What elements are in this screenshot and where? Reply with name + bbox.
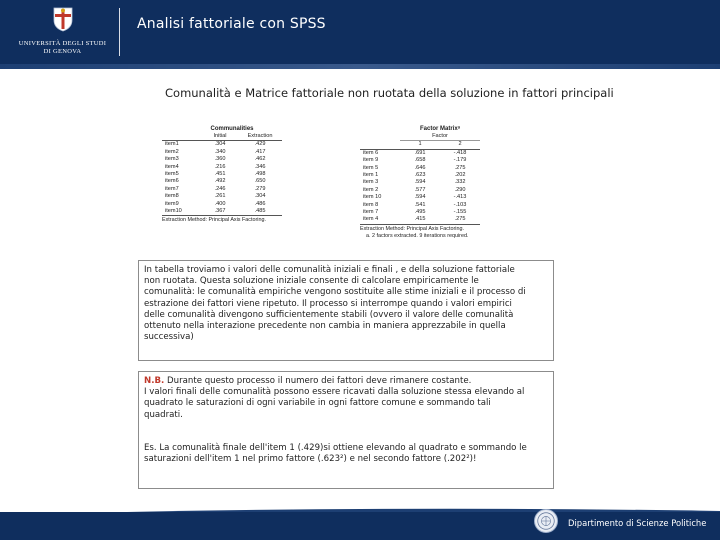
nb-label: N.B. <box>144 376 165 386</box>
table-row <box>162 193 282 200</box>
row-label: item7 <box>165 185 179 192</box>
table-row <box>162 178 282 185</box>
cell-factor-2: .202 <box>454 172 466 179</box>
table-row <box>360 216 480 224</box>
row-label: item 5 <box>363 164 379 171</box>
explanation-line: comunalità: le comunalità empiriche vengono sostituite alle stime iniziali e il processo di <box>144 287 526 298</box>
row-label: item 6 <box>363 149 379 156</box>
communalities-caption: Communalities <box>210 126 254 132</box>
factor-matrix-note1: Extraction Method: Principal Axis Factoring. <box>360 225 464 232</box>
cell-factor-1: .594 <box>414 179 426 186</box>
header-factor-group: Factor <box>400 133 480 141</box>
example-line: Es. La comunalità finale dell'item 1 (.429)si ottiene elevando al quadrato e sommando le <box>144 442 527 453</box>
cell-extraction: .429 <box>254 141 266 148</box>
cell-extraction: .498 <box>254 171 266 178</box>
cell-factor-2: -.179 <box>453 157 467 164</box>
row-label: item 8 <box>363 201 379 208</box>
cell-initial: .340 <box>214 148 226 155</box>
header-blank <box>360 141 400 149</box>
table-row <box>162 141 282 149</box>
note-first-line <box>144 376 548 387</box>
table-row <box>162 201 282 208</box>
explanation-line: non ruotata. Questa soluzione iniziale consente di calcolare empiricamente le <box>144 276 479 287</box>
crest-icon <box>52 6 74 32</box>
explanation-line: In tabella troviamo i valori delle comunalità iniziali e finali , e della soluzione fattoriale <box>144 265 515 275</box>
header-initial: Initial <box>202 133 238 141</box>
table-row <box>360 209 480 216</box>
cell-factor-1: .646 <box>414 164 426 171</box>
note-line: quadrati. <box>144 409 183 420</box>
cell-factor-2: -.103 <box>453 201 467 208</box>
factor-matrix-table <box>360 126 520 239</box>
cell-initial: .360 <box>214 156 226 163</box>
cell-factor-1: .658 <box>414 157 426 164</box>
cell-extraction: .650 <box>254 178 266 185</box>
header-factor-2: 2 <box>440 141 480 149</box>
cell-factor-2: .275 <box>454 164 466 171</box>
table-row <box>360 179 480 186</box>
table-row <box>360 165 480 172</box>
cell-extraction: .462 <box>254 156 266 163</box>
seal-icon <box>534 509 558 533</box>
example-line: saturazioni dell'item 1 nel primo fattore (.623²) e nel secondo fattore (.202²)! <box>144 454 477 465</box>
cell-factor-1: .594 <box>414 194 426 201</box>
row-label: item 9 <box>363 157 379 164</box>
table-row <box>360 149 480 157</box>
cell-factor-2: .275 <box>440 216 480 224</box>
cell-extraction: .417 <box>254 148 266 155</box>
cell-extraction: .346 <box>254 163 266 170</box>
explanation-line: ottenuto nella interazione precedente non cambia in maniera apprezzabile in quella <box>144 321 506 332</box>
university-name-line2: DI GENOVA <box>43 48 82 55</box>
cell-factor-1: .623 <box>414 172 426 179</box>
cell-initial: .261 <box>214 193 226 200</box>
header-factor-1: 1 <box>400 141 440 149</box>
cell-initial: .492 <box>214 178 226 185</box>
table-row <box>162 164 282 171</box>
cell-factor-1: .541 <box>414 201 426 208</box>
row-label: item4 <box>165 163 179 170</box>
table-row <box>162 171 282 178</box>
cell-factor-2: -.155 <box>453 209 467 216</box>
row-label: item2 <box>165 148 179 155</box>
factor-matrix-caption: Factor Matrixᵃ <box>420 126 460 132</box>
explanation-box <box>138 260 554 361</box>
header-blank <box>162 133 202 141</box>
cell-factor-1: .691 <box>414 149 426 156</box>
explanation-line: estrazione dei fattori viene ripetuto. Il processo si interrompe quando i valori empirici <box>144 298 512 309</box>
cell-factor-2: .290 <box>454 186 466 193</box>
explanation-line: successiva) <box>144 332 194 343</box>
communalities-table <box>162 126 302 223</box>
row-label: item 3 <box>363 179 379 186</box>
cell-initial: .451 <box>214 171 226 178</box>
note-box <box>138 371 554 489</box>
table-row <box>162 156 282 163</box>
row-label: item1 <box>165 141 179 148</box>
cell-initial: .216 <box>214 163 226 170</box>
row-label: item9 <box>165 200 179 207</box>
table-row <box>162 208 282 216</box>
table-row <box>360 157 480 164</box>
university-logo <box>10 6 115 60</box>
header-stripe <box>0 64 720 69</box>
row-label: item 2 <box>363 186 379 193</box>
row-label: item6 <box>165 178 179 185</box>
row-label: item8 <box>165 193 179 200</box>
note-line1-text: Durante questo processo il numero dei fattori deve rimanere costante. <box>164 376 472 386</box>
table-row <box>360 172 480 179</box>
spacer <box>144 432 548 443</box>
cell-extraction: .486 <box>254 200 266 207</box>
cell-factor-1: .415 <box>400 216 440 224</box>
header-divider <box>119 8 120 56</box>
university-name-line1: UNIVERSITÀ DEGLI STUDI <box>18 40 107 47</box>
table-row <box>360 202 480 209</box>
cell-factor-1: .577 <box>414 186 426 193</box>
row-label: item 7 <box>363 209 379 216</box>
table-row <box>360 187 480 194</box>
cell-extraction: .279 <box>254 185 266 192</box>
cell-factor-1: .495 <box>414 209 426 216</box>
header-title: Analisi fattoriale con SPSS <box>137 16 326 32</box>
table-row <box>162 149 282 156</box>
cell-extraction: .485 <box>238 208 282 216</box>
cell-extraction: .304 <box>254 193 266 200</box>
cell-initial: .246 <box>214 185 226 192</box>
cell-initial: .400 <box>214 200 226 207</box>
communalities-note: Extraction Method: Principal Axis Factoring. <box>162 217 266 224</box>
spacer <box>144 421 548 432</box>
footer-department: Dipartimento di Scienze Politiche <box>568 518 707 528</box>
row-label: item 10 <box>363 194 382 201</box>
cell-initial: .367 <box>202 208 238 216</box>
row-label: item10 <box>162 208 202 216</box>
row-label: item3 <box>165 156 179 163</box>
row-label: item5 <box>165 171 179 178</box>
header-extraction: Extraction <box>238 133 282 141</box>
row-label: item 4 <box>360 216 400 224</box>
header-blank <box>360 133 400 141</box>
note-line: quadrato le saturazioni di ogni variabile in ogni fattore comune e sommando tali <box>144 398 491 409</box>
note-line: I valori finali delle comunalità possono essere ricavati dalla soluzione stessa elevando al <box>144 387 525 398</box>
cell-factor-2: .332 <box>454 179 466 186</box>
row-label: item 1 <box>363 172 379 179</box>
explanation-line: delle comunalità divengono sufficientemente stabili (ovvero il valore delle comunalità <box>144 309 514 320</box>
table-row <box>360 194 480 201</box>
cell-initial: .304 <box>214 141 226 148</box>
cell-factor-2: -.418 <box>453 149 467 156</box>
cell-factor-2: -.413 <box>453 194 467 201</box>
slide-title: Comunalità e Matrice fattoriale non ruotata della soluzione in fattori principali <box>165 86 614 100</box>
factor-matrix-note2: a. 2 factors extracted. 9 iterations required. <box>366 232 469 239</box>
table-row <box>162 186 282 193</box>
